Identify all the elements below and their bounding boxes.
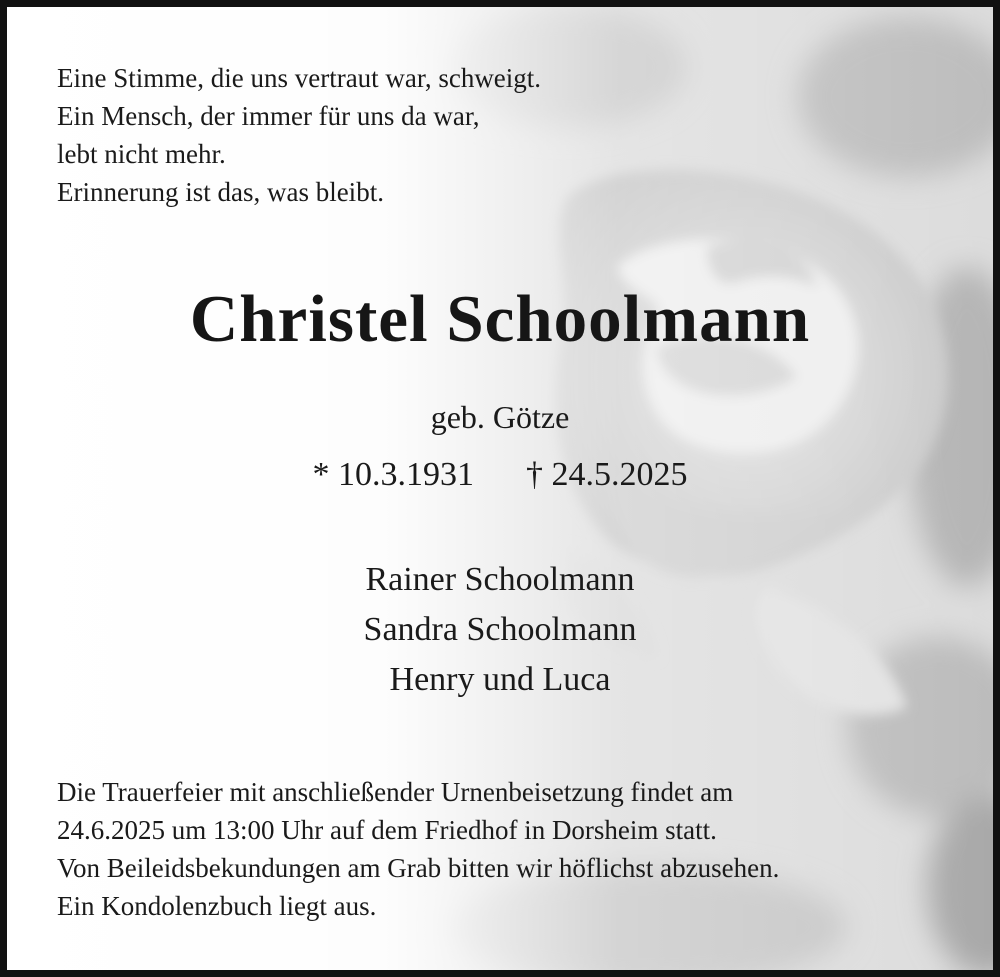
- service-line: 24.6.2025 um 13:00 Uhr auf dem Friedhof in Dorsheim statt.: [57, 815, 717, 845]
- maiden-name: geb. Götze: [430, 399, 570, 435]
- mourner-name: Sandra Schoolmann: [363, 611, 637, 648]
- service-line: Ein Kondolenzbuch liegt aus.: [57, 891, 377, 921]
- mourner-name: Rainer Schoolmann: [365, 561, 635, 598]
- poem-line: lebt nicht mehr.: [57, 139, 226, 169]
- poem-line: Erinnerung ist das, was bleibt.: [57, 177, 384, 207]
- poem-line: Eine Stimme, die uns vertraut war, schweigt.: [57, 63, 542, 93]
- mourner-name: Henry und Luca: [389, 661, 611, 698]
- poem-line: Ein Mensch, der immer für uns da war,: [57, 101, 480, 131]
- life-dates: [7, 453, 993, 497]
- service-line: Von Beileidsbekundungen am Grab bitten wir höflichst abzusehen.: [57, 853, 780, 883]
- death-date: † 24.5.2025: [526, 456, 688, 493]
- service-details: [57, 773, 779, 925]
- service-line: Die Trauerfeier mit anschließender Urnenbeisetzung findet am: [57, 777, 734, 807]
- birth-date: * 10.3.1931: [312, 456, 474, 493]
- deceased-name: Christel Schoolmann: [189, 282, 811, 356]
- mourners-list: [7, 555, 993, 705]
- poem: [57, 59, 541, 211]
